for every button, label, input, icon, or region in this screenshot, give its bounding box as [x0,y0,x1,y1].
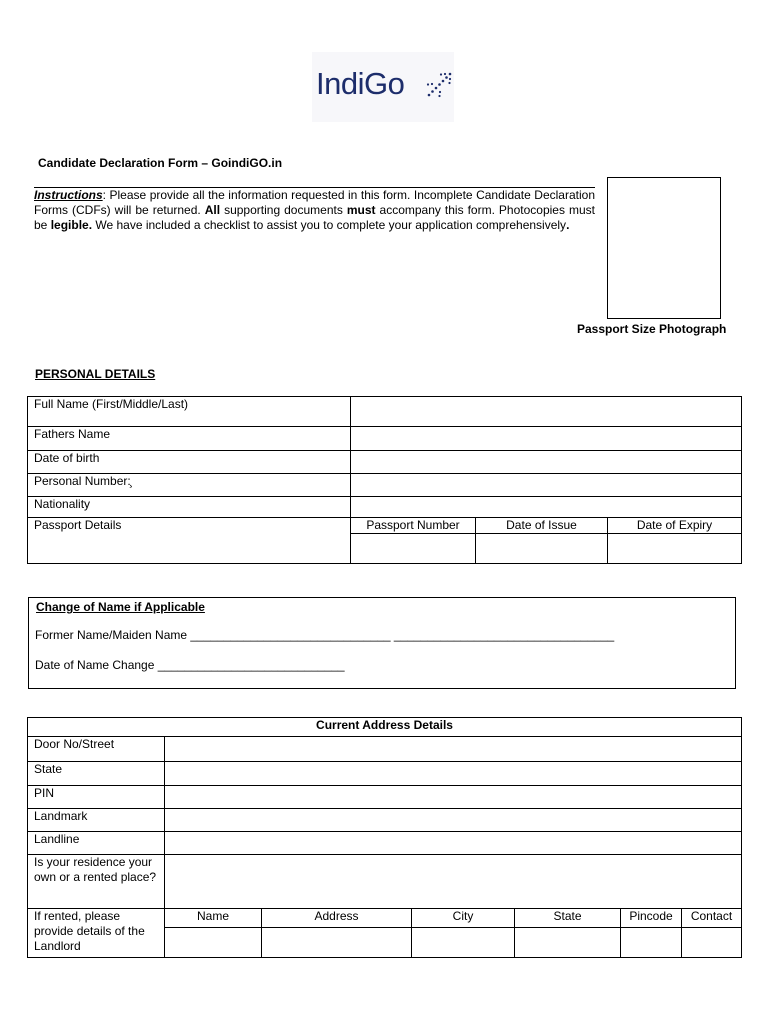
instructions-end: . [566,218,570,232]
form-title: Candidate Declaration Form – GoindiGO.in [38,156,283,170]
fathers-name-label: Fathers Name [28,427,351,451]
date-of-issue-field[interactable] [476,534,608,564]
landlord-city-header: City [412,909,515,928]
instructions-text: We have included a checklist to assist you to complete your application comprehensively [92,218,567,232]
landlord-contact-field[interactable] [682,928,742,958]
instructions-text: supporting documents [220,203,347,217]
landline-field[interactable] [165,832,742,855]
address-details-table [27,717,742,958]
instructions-must: must [346,203,376,217]
state-field[interactable] [165,762,742,786]
landlord-pincode-field[interactable] [621,928,682,958]
indigo-logo: IndiGo [316,66,405,101]
date-of-expiry-header: Date of Expiry [608,518,742,534]
residence-label: Is your residence your own or a rented place? [28,855,165,909]
full-name-field[interactable] [351,397,742,427]
instructions-legible: legible. [50,218,93,232]
landmark-field[interactable] [165,809,742,832]
personal-number-label: Personal Number:̧ [28,474,351,497]
date-of-issue-header: Date of Issue [476,518,608,534]
dob-label: Date of birth [28,451,351,474]
instructions-all: All [204,203,221,217]
name-change-date-field[interactable]: Date of Name Change ____________________________ [35,658,345,672]
landlord-name-field[interactable] [165,928,262,958]
address-heading: Current Address Details [28,718,742,737]
former-name-field[interactable]: Former Name/Maiden Name ______________________________ _________________________________ [35,628,615,642]
passport-photo-label: Passport Size Photograph [577,322,727,336]
nationality-field[interactable] [351,497,742,518]
landmark-label: Landmark [28,809,165,832]
date-of-expiry-field[interactable] [608,534,742,564]
full-name-label: Full Name (First/Middle/Last) [28,397,351,427]
door-street-label: Door No/Street [28,737,165,762]
dob-field[interactable] [351,451,742,474]
passport-number-header: Passport Number [351,518,476,534]
passport-photo-box[interactable] [607,177,721,319]
nationality-label: Nationality [28,497,351,518]
fathers-name-field[interactable] [351,427,742,451]
name-change-title: Change of Name if Applicable [36,600,205,614]
personal-number-field[interactable] [351,474,742,497]
door-street-field[interactable] [165,737,742,762]
passport-number-field[interactable] [351,534,476,564]
instructions-lead: Instructions [34,188,103,202]
landlord-address-header: Address [262,909,412,928]
personal-details-table [27,396,742,564]
state-label: State [28,762,165,786]
landline-label: Landline [28,832,165,855]
instructions-text: : Please provide all the information requested in this form. Incomplete Candidate Declaration Forms (CDFs) will be returned. [34,188,595,217]
rented-label: If rented, please provide details of the Landlord [28,909,165,958]
landlord-contact-header: Contact [682,909,742,928]
landlord-pincode-header: Pincode [621,909,682,928]
instructions-paragraph [34,188,595,233]
instructions-text: accompany this form. Photocopies must be [34,203,595,232]
landlord-name-header: Name [165,909,262,928]
landlord-state-header: State [515,909,621,928]
pin-field[interactable] [165,786,742,809]
landlord-state-field[interactable] [515,928,621,958]
landlord-city-field[interactable] [412,928,515,958]
pin-label: PIN [28,786,165,809]
residence-field[interactable] [165,855,742,909]
passport-details-label: Passport Details [28,518,351,564]
landlord-address-field[interactable] [262,928,412,958]
plane-icon [424,70,454,100]
personal-details-heading: PERSONAL DETAILS [35,367,156,381]
